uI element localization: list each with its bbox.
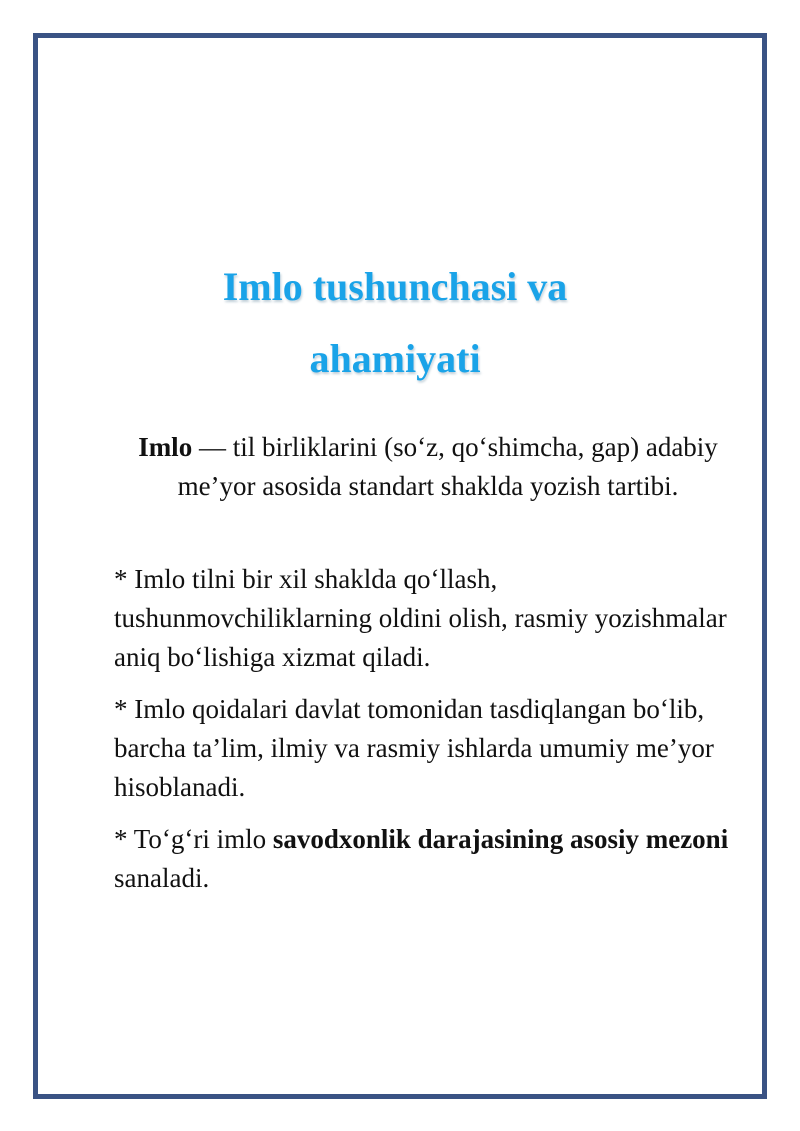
point-3-text-end: sanaladi. xyxy=(114,863,210,893)
title-line-2: ahamiyati xyxy=(309,336,481,381)
point-paragraph-2: * Imlo qoidalari davlat tomonidan tasdiqlangan bo‘lib, barcha ta’lim, ilmiy va rasmiy ishlarda umumiy me’yor hisoblanadi. xyxy=(114,694,714,802)
definition-paragraph xyxy=(122,428,734,506)
point-3-bold-text: savodxonlik darajasining asosiy mezoni xyxy=(272,824,729,854)
title-line-1: Imlo tushunchasi va xyxy=(222,264,568,309)
point-paragraph-1: * Imlo tilni bir xil shaklda qo‘llash, tushunmovchiliklarning oldini olish, rasmiy yozishmalar aniq bo‘lishiga xizmat qiladi. xyxy=(114,564,727,672)
definition-term: Imlo xyxy=(138,432,193,462)
definition-text: — til birliklarini (so‘z, qo‘shimcha, gap) adabiy me’yor asosida standart shaklda yozish tartibi. xyxy=(177,432,718,501)
point-paragraph-3 xyxy=(114,820,738,898)
point-3-text-start: * To‘g‘ri imlo xyxy=(114,824,273,854)
